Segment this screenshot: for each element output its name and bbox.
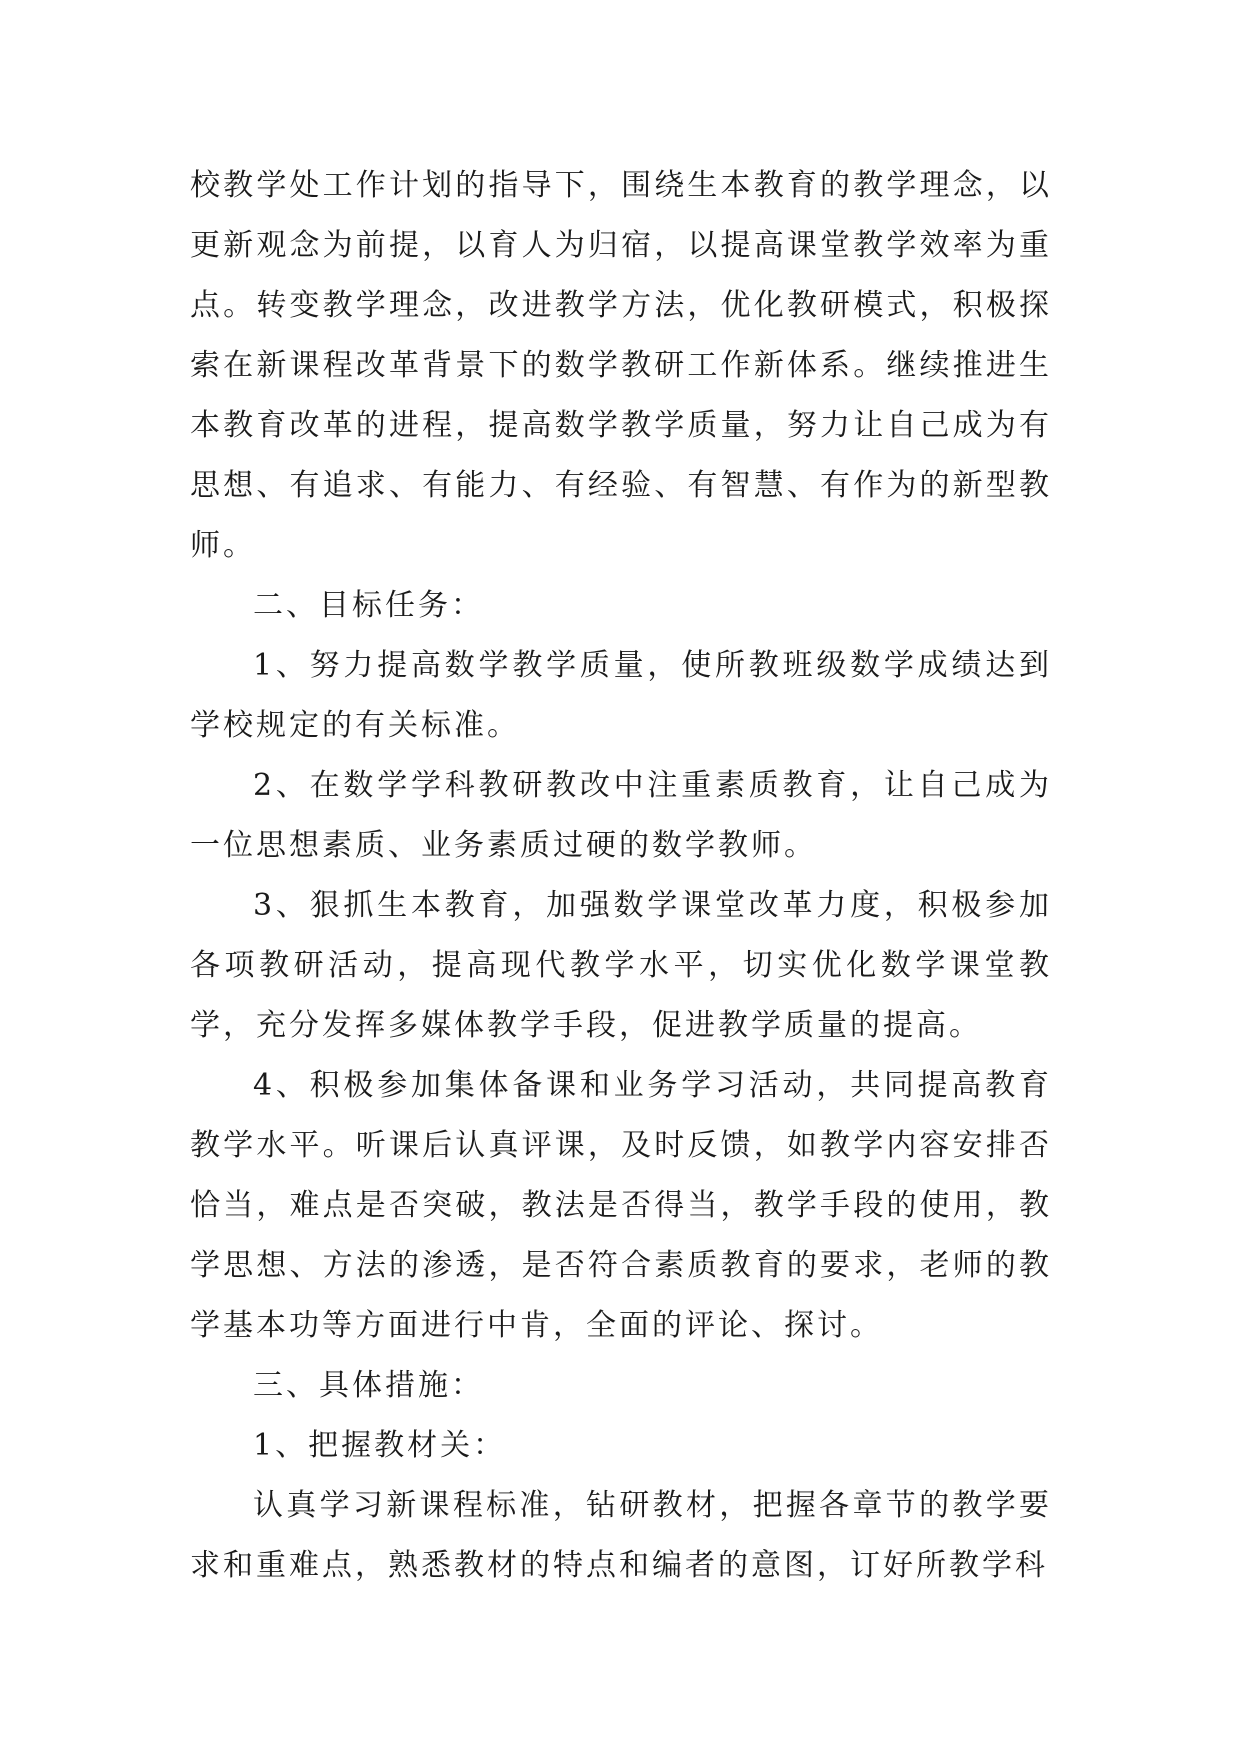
goal-item-2: 2、在数学学科教研教改中注重素质教育，让自己成为一位思想素质、业务素质过硬的数学教师。: [190, 768, 1052, 863]
heading-measures: 三、具体措施：: [253, 1368, 484, 1403]
measure-item-1-title: 1、把握教材关：: [253, 1428, 507, 1463]
goal-item-4: 4、积极参加集体备课和业务学习活动，共同提高教育教学水平。听课后认真评课，及时反馈，如教学内容安排否恰当，难点是否突破，教法是否得当，教学手段的使用，教学思想、方法的渗透，是否符合素质教育的要求，老师的教学基本功等方面进行中肯，全面的评论、探讨。: [190, 1068, 1052, 1343]
heading-goals: 二、目标任务：: [253, 588, 484, 623]
measure-item-1-body: 认真学习新课程标准，钻研教材，把握各章节的教学要求和重难点，熟悉教材的特点和编者的意图，订好所教学科: [190, 1488, 1052, 1583]
goal-item-1: 1、努力提高数学教学质量，使所教班级数学成绩达到学校规定的有关标准。: [190, 648, 1052, 743]
goal-item-3: 3、狠抓生本教育，加强数学课堂改革力度，积极参加各项教研活动，提高现代教学水平，切实优化数学课堂教学，充分发挥多媒体教学手段，促进教学质量的提高。: [190, 888, 1052, 1043]
paragraph-intro-continued: 校教学处工作计划的指导下，围绕生本教育的教学理念，以更新观念为前提，以育人为归宿，以提高课堂教学效率为重点。转变教学理念，改进教学方法，优化教研模式，积极探索在新课程改革背景下的数学教研工作新体系。继续推进生本教育改革的进程，提高数学教学质量，努力让自己成为有思想、有追求、有能力、有经验、有智慧、有作为的新型教师。: [190, 168, 1052, 563]
document-body: [190, 156, 1052, 1596]
